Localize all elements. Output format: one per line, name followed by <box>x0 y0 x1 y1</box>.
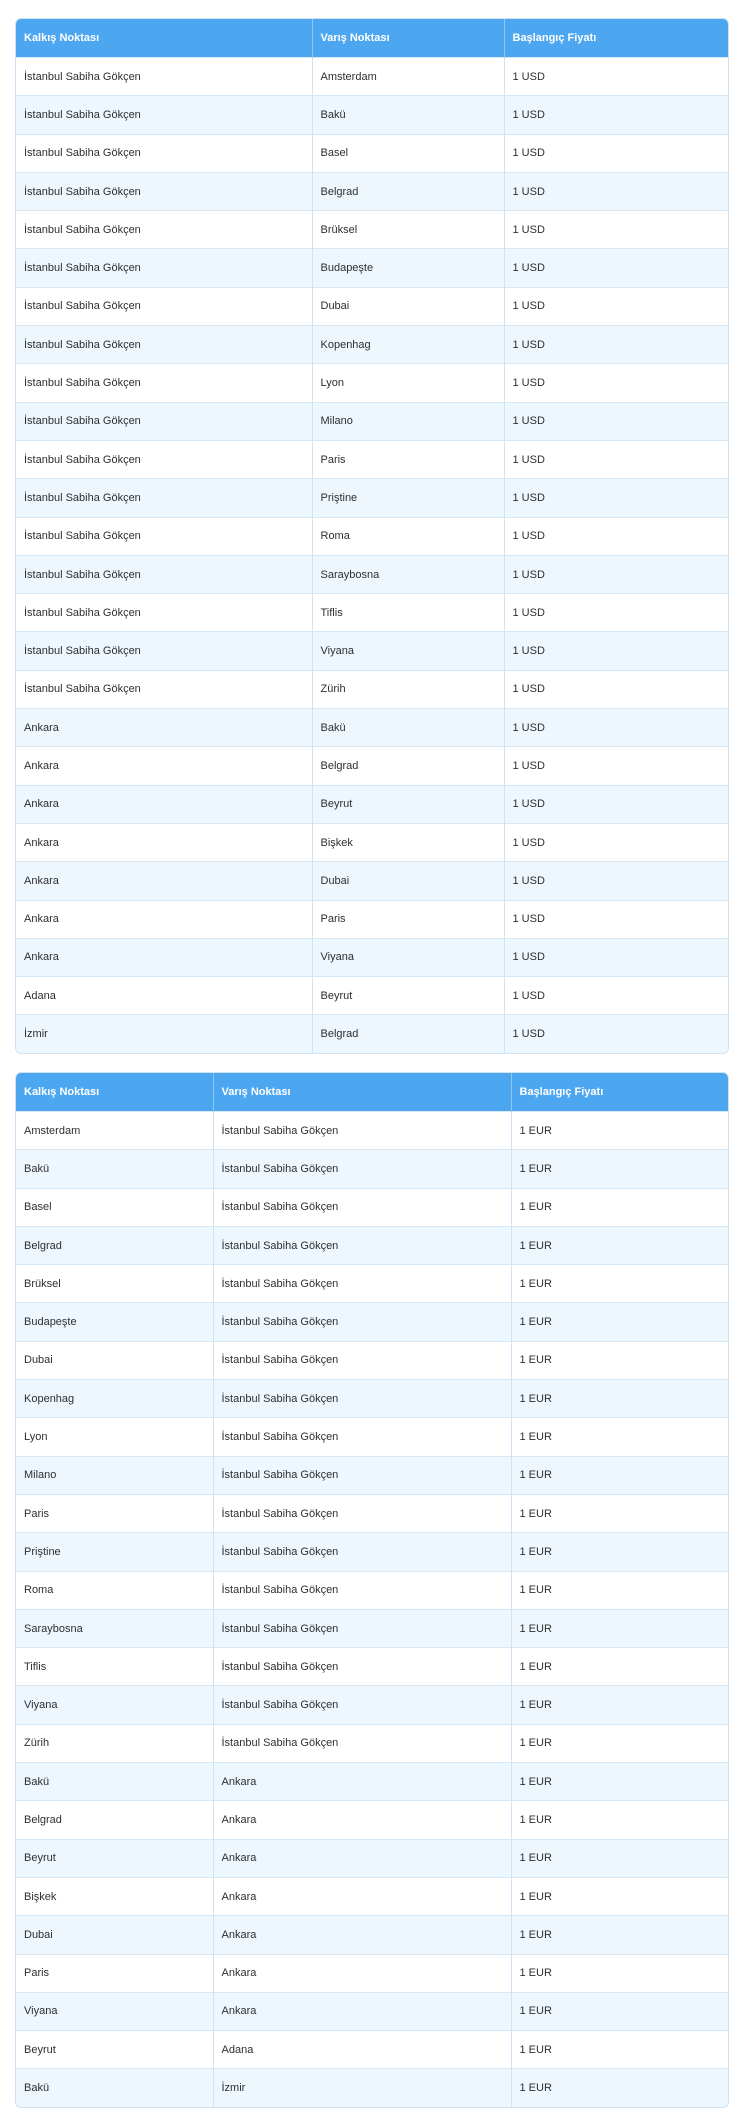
cell-departure: Zürih <box>16 1724 213 1762</box>
table-row <box>16 1015 728 1053</box>
cell-arrival: İstanbul Sabiha Gökçen <box>213 1686 511 1724</box>
table-row <box>16 211 728 249</box>
cell-price: 1 USD <box>504 134 728 172</box>
cell-departure: Dubai <box>16 1341 213 1379</box>
table-row <box>16 1763 728 1801</box>
table-row <box>16 938 728 976</box>
cell-arrival: İstanbul Sabiha Gökçen <box>213 1303 511 1341</box>
cell-price: 1 USD <box>504 938 728 976</box>
table-row <box>16 1724 728 1762</box>
cell-arrival: İstanbul Sabiha Gökçen <box>213 1112 511 1150</box>
eur-price-table-container <box>15 1072 729 2108</box>
table-row <box>16 517 728 555</box>
cell-arrival: Dubai <box>312 287 504 325</box>
cell-arrival: Beyrut <box>312 977 504 1015</box>
table-row <box>16 785 728 823</box>
cell-departure: Adana <box>16 977 312 1015</box>
cell-departure: İstanbul Sabiha Gökçen <box>16 440 312 478</box>
cell-price: 1 USD <box>504 1015 728 1053</box>
cell-arrival: Kopenhag <box>312 326 504 364</box>
table-row <box>16 747 728 785</box>
table-row <box>16 2031 728 2069</box>
table-row <box>16 709 728 747</box>
cell-arrival: Tiflis <box>312 594 504 632</box>
cell-price: 1 EUR <box>511 1839 728 1877</box>
table-row <box>16 1188 728 1226</box>
usd-price-table <box>16 19 728 1053</box>
cell-arrival: İstanbul Sabiha Gökçen <box>213 1494 511 1532</box>
cell-departure: Tiflis <box>16 1648 213 1686</box>
cell-arrival: İstanbul Sabiha Gökçen <box>213 1188 511 1226</box>
cell-departure: İstanbul Sabiha Gökçen <box>16 326 312 364</box>
cell-departure: İzmir <box>16 1015 312 1053</box>
table-row <box>16 440 728 478</box>
cell-departure: İstanbul Sabiha Gökçen <box>16 134 312 172</box>
cell-departure: Budapeşte <box>16 1303 213 1341</box>
cell-arrival: İstanbul Sabiha Gökçen <box>213 1265 511 1303</box>
cell-price: 1 EUR <box>511 1916 728 1954</box>
cell-price: 1 USD <box>504 364 728 402</box>
cell-departure: Belgrad <box>16 1801 213 1839</box>
cell-departure: Lyon <box>16 1418 213 1456</box>
cell-departure: Milano <box>16 1456 213 1494</box>
cell-departure: Ankara <box>16 785 312 823</box>
table-row <box>16 326 728 364</box>
cell-arrival: İstanbul Sabiha Gökçen <box>213 1418 511 1456</box>
cell-arrival: İstanbul Sabiha Gökçen <box>213 1571 511 1609</box>
table-row <box>16 632 728 670</box>
cell-departure: Ankara <box>16 900 312 938</box>
cell-arrival: Zürih <box>312 670 504 708</box>
cell-departure: İstanbul Sabiha Gökçen <box>16 555 312 593</box>
cell-arrival: Basel <box>312 134 504 172</box>
table-row <box>16 900 728 938</box>
cell-price: 1 EUR <box>511 1609 728 1647</box>
table-row <box>16 1648 728 1686</box>
cell-price: 1 USD <box>504 785 728 823</box>
cell-departure: Beyrut <box>16 2031 213 2069</box>
cell-arrival: Beyrut <box>312 785 504 823</box>
cell-price: 1 EUR <box>511 1112 728 1150</box>
cell-departure: Belgrad <box>16 1226 213 1264</box>
cell-departure: Viyana <box>16 1686 213 1724</box>
cell-departure: Ankara <box>16 823 312 861</box>
cell-departure: Dubai <box>16 1916 213 1954</box>
table-row <box>16 977 728 1015</box>
cell-price: 1 USD <box>504 287 728 325</box>
cell-price: 1 USD <box>504 172 728 210</box>
cell-price: 1 USD <box>504 709 728 747</box>
table-row <box>16 1303 728 1341</box>
cell-price: 1 EUR <box>511 1992 728 2030</box>
cell-arrival: İstanbul Sabiha Gökçen <box>213 1533 511 1571</box>
cell-arrival: Priştine <box>312 479 504 517</box>
table-row <box>16 1341 728 1379</box>
cell-departure: Ankara <box>16 862 312 900</box>
table-row <box>16 1494 728 1532</box>
table-row <box>16 1112 728 1150</box>
cell-departure: Priştine <box>16 1533 213 1571</box>
cell-departure: İstanbul Sabiha Gökçen <box>16 211 312 249</box>
cell-price: 1 EUR <box>511 1303 728 1341</box>
cell-departure: İstanbul Sabiha Gökçen <box>16 172 312 210</box>
table-row <box>16 1877 728 1915</box>
table-row <box>16 1992 728 2030</box>
cell-price: 1 USD <box>504 823 728 861</box>
cell-departure: İstanbul Sabiha Gökçen <box>16 632 312 670</box>
cell-price: 1 EUR <box>511 1954 728 1992</box>
cell-departure: İstanbul Sabiha Gökçen <box>16 58 312 96</box>
cell-price: 1 EUR <box>511 1341 728 1379</box>
table-row <box>16 1418 728 1456</box>
cell-departure: Kopenhag <box>16 1380 213 1418</box>
cell-price: 1 EUR <box>511 1686 728 1724</box>
cell-arrival: Budapeşte <box>312 249 504 287</box>
cell-departure: Viyana <box>16 1992 213 2030</box>
cell-price: 1 USD <box>504 402 728 440</box>
table-row <box>16 1150 728 1188</box>
table-row <box>16 555 728 593</box>
cell-arrival: Belgrad <box>312 1015 504 1053</box>
header-arrival: Varış Noktası <box>312 19 504 58</box>
table-row <box>16 1380 728 1418</box>
table-row <box>16 364 728 402</box>
cell-price: 1 USD <box>504 326 728 364</box>
cell-arrival: İstanbul Sabiha Gökçen <box>213 1150 511 1188</box>
table-row <box>16 823 728 861</box>
cell-departure: Roma <box>16 1571 213 1609</box>
table-row <box>16 479 728 517</box>
cell-arrival: Roma <box>312 517 504 555</box>
cell-price: 1 USD <box>504 977 728 1015</box>
cell-price: 1 USD <box>504 594 728 632</box>
cell-arrival: Belgrad <box>312 172 504 210</box>
cell-price: 1 EUR <box>511 1571 728 1609</box>
cell-price: 1 EUR <box>511 1456 728 1494</box>
header-starting-price: Başlangıç Fiyatı <box>504 19 728 58</box>
cell-price: 1 USD <box>504 900 728 938</box>
cell-departure: Paris <box>16 1954 213 1992</box>
cell-arrival: İstanbul Sabiha Gökçen <box>213 1341 511 1379</box>
cell-arrival: Lyon <box>312 364 504 402</box>
table-row <box>16 1801 728 1839</box>
cell-arrival: Ankara <box>213 1916 511 1954</box>
table-row <box>16 172 728 210</box>
cell-arrival: İstanbul Sabiha Gökçen <box>213 1609 511 1647</box>
header-departure: Kalkış Noktası <box>16 1073 213 1112</box>
cell-departure: Bakü <box>16 1763 213 1801</box>
cell-arrival: Ankara <box>213 1839 511 1877</box>
table-row <box>16 249 728 287</box>
cell-arrival: Milano <box>312 402 504 440</box>
cell-arrival: Ankara <box>213 1877 511 1915</box>
cell-price: 1 USD <box>504 211 728 249</box>
cell-arrival: Brüksel <box>312 211 504 249</box>
cell-price: 1 EUR <box>511 1763 728 1801</box>
cell-price: 1 EUR <box>511 1494 728 1532</box>
cell-departure: İstanbul Sabiha Gökçen <box>16 249 312 287</box>
table-row <box>16 1839 728 1877</box>
cell-price: 1 EUR <box>511 1418 728 1456</box>
cell-arrival: İzmir <box>213 2069 511 2107</box>
table-row <box>16 58 728 96</box>
cell-departure: Bişkek <box>16 1877 213 1915</box>
cell-arrival: Ankara <box>213 1801 511 1839</box>
cell-departure: İstanbul Sabiha Gökçen <box>16 96 312 134</box>
cell-arrival: İstanbul Sabiha Gökçen <box>213 1380 511 1418</box>
cell-arrival: Ankara <box>213 1763 511 1801</box>
cell-arrival: İstanbul Sabiha Gökçen <box>213 1456 511 1494</box>
cell-price: 1 EUR <box>511 2031 728 2069</box>
cell-price: 1 USD <box>504 862 728 900</box>
cell-departure: Ankara <box>16 938 312 976</box>
cell-departure: Bakü <box>16 2069 213 2107</box>
table-row <box>16 1686 728 1724</box>
cell-arrival: Viyana <box>312 632 504 670</box>
cell-price: 1 USD <box>504 670 728 708</box>
table-row <box>16 1226 728 1264</box>
eur-price-table <box>16 1073 728 2107</box>
cell-price: 1 EUR <box>511 1877 728 1915</box>
table-row <box>16 1954 728 1992</box>
cell-departure: Saraybosna <box>16 1609 213 1647</box>
cell-arrival: Dubai <box>312 862 504 900</box>
table-row <box>16 670 728 708</box>
cell-price: 1 EUR <box>511 1801 728 1839</box>
cell-arrival: Ankara <box>213 1992 511 2030</box>
table-row <box>16 862 728 900</box>
cell-arrival: Ankara <box>213 1954 511 1992</box>
header-arrival: Varış Noktası <box>213 1073 511 1112</box>
cell-departure: İstanbul Sabiha Gökçen <box>16 594 312 632</box>
cell-departure: Bakü <box>16 1150 213 1188</box>
table-row <box>16 1533 728 1571</box>
cell-departure: Beyrut <box>16 1839 213 1877</box>
cell-departure: Basel <box>16 1188 213 1226</box>
cell-arrival: Paris <box>312 900 504 938</box>
cell-departure: Amsterdam <box>16 1112 213 1150</box>
cell-price: 1 EUR <box>511 1648 728 1686</box>
cell-price: 1 USD <box>504 632 728 670</box>
header-departure: Kalkış Noktası <box>16 19 312 58</box>
cell-price: 1 USD <box>504 249 728 287</box>
table-row <box>16 134 728 172</box>
cell-arrival: İstanbul Sabiha Gökçen <box>213 1724 511 1762</box>
cell-price: 1 USD <box>504 96 728 134</box>
cell-arrival: Bakü <box>312 709 504 747</box>
cell-price: 1 EUR <box>511 1226 728 1264</box>
cell-arrival: İstanbul Sabiha Gökçen <box>213 1226 511 1264</box>
table-row <box>16 287 728 325</box>
cell-price: 1 EUR <box>511 1265 728 1303</box>
cell-departure: İstanbul Sabiha Gökçen <box>16 517 312 555</box>
cell-price: 1 USD <box>504 517 728 555</box>
cell-departure: İstanbul Sabiha Gökçen <box>16 479 312 517</box>
usd-price-table-container <box>15 18 729 1054</box>
cell-arrival: Viyana <box>312 938 504 976</box>
cell-price: 1 USD <box>504 440 728 478</box>
table-header-row <box>16 1073 728 1112</box>
cell-departure: İstanbul Sabiha Gökçen <box>16 364 312 402</box>
header-starting-price: Başlangıç Fiyatı <box>511 1073 728 1112</box>
table-row <box>16 1456 728 1494</box>
cell-departure: İstanbul Sabiha Gökçen <box>16 287 312 325</box>
table-row <box>16 1916 728 1954</box>
cell-departure: Brüksel <box>16 1265 213 1303</box>
cell-price: 1 USD <box>504 58 728 96</box>
cell-arrival: İstanbul Sabiha Gökçen <box>213 1648 511 1686</box>
table-row <box>16 1609 728 1647</box>
cell-price: 1 USD <box>504 555 728 593</box>
cell-departure: İstanbul Sabiha Gökçen <box>16 670 312 708</box>
cell-departure: Paris <box>16 1494 213 1532</box>
table-row <box>16 402 728 440</box>
cell-arrival: Paris <box>312 440 504 478</box>
table-row <box>16 1571 728 1609</box>
cell-arrival: Bişkek <box>312 823 504 861</box>
table-row <box>16 96 728 134</box>
cell-departure: Ankara <box>16 747 312 785</box>
cell-arrival: Amsterdam <box>312 58 504 96</box>
cell-departure: Ankara <box>16 709 312 747</box>
cell-price: 1 EUR <box>511 2069 728 2107</box>
cell-price: 1 EUR <box>511 1150 728 1188</box>
cell-price: 1 USD <box>504 479 728 517</box>
cell-price: 1 USD <box>504 747 728 785</box>
table-row <box>16 2069 728 2107</box>
table-row <box>16 594 728 632</box>
cell-price: 1 EUR <box>511 1188 728 1226</box>
table-header-row <box>16 19 728 58</box>
cell-departure: İstanbul Sabiha Gökçen <box>16 402 312 440</box>
cell-arrival: Adana <box>213 2031 511 2069</box>
cell-price: 1 EUR <box>511 1380 728 1418</box>
cell-price: 1 EUR <box>511 1533 728 1571</box>
cell-arrival: Belgrad <box>312 747 504 785</box>
cell-arrival: Bakü <box>312 96 504 134</box>
cell-price: 1 EUR <box>511 1724 728 1762</box>
cell-arrival: Saraybosna <box>312 555 504 593</box>
table-row <box>16 1265 728 1303</box>
